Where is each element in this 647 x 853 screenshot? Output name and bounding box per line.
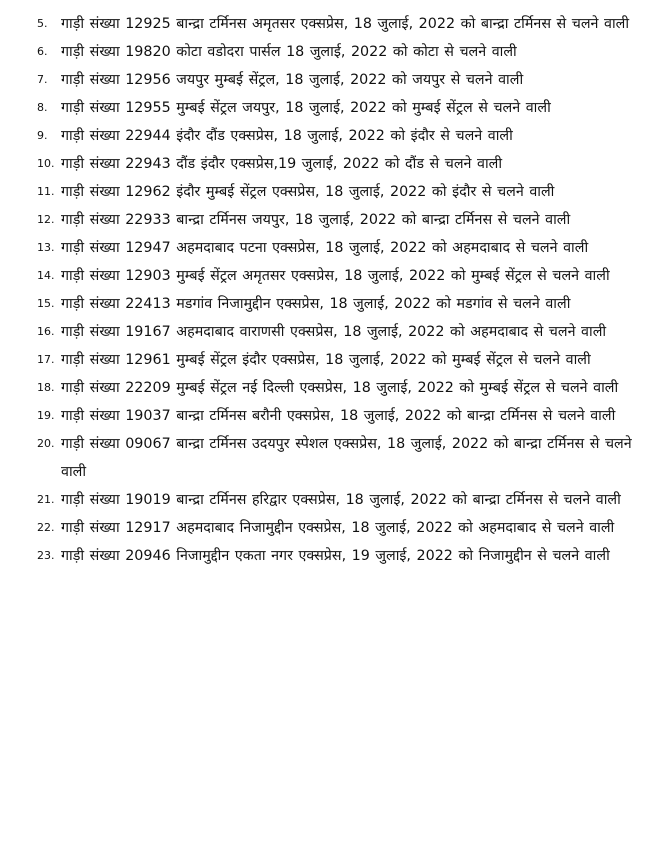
item-text: गाड़ी संख्या 12903 मुम्बई सेंट्रल अमृतसर एक्सप्रेस, 18 जुलाई, 2022 को मुम्बई सेंट्रल से चलने वाली (61, 268, 610, 284)
item-text: गाड़ी संख्या 12947 अहमदाबाद पटना एक्सप्रेस, 18 जुलाई, 2022 को अहमदाबाद से चलने वाली (61, 240, 589, 256)
list-item (0, 178, 647, 206)
item-number: 19. (37, 409, 55, 422)
item-text: गाड़ी संख्या 19019 बान्द्रा टर्मिनस हरिद्वार एक्सप्रेस, 18 जुलाई, 2022 को बान्द्रा टर्मिनस से चलने वाली (61, 492, 621, 508)
item-text: गाड़ी संख्या 09067 बान्द्रा टर्मिनस उदयपुर स्पेशल एक्सप्रेस, 18 जुलाई, 2022 को बान्द्रा टर्मिनस से चलने वाली (61, 436, 632, 480)
list-item (0, 514, 647, 542)
item-number: 5. (37, 17, 48, 30)
list-item (0, 290, 647, 318)
item-number: 9. (37, 129, 48, 142)
item-number: 20. (37, 437, 55, 450)
item-number: 22. (37, 521, 55, 534)
item-text: गाड़ी संख्या 22209 मुम्बई सेंट्रल नई दिल्ली एक्सप्रेस, 18 जुलाई, 2022 को मुम्बई सेंट्रल से चलने वाली (61, 380, 619, 396)
list-item (0, 402, 647, 430)
item-text: गाड़ी संख्या 22943 दौंड इंदौर एक्सप्रेस,19 जुलाई, 2022 को दौंड से चलने वाली (61, 156, 503, 172)
list-item (0, 66, 647, 94)
item-number: 6. (37, 45, 48, 58)
item-text: गाड़ी संख्या 22944 इंदौर दौंड एक्सप्रेस, 18 जुलाई, 2022 को इंदौर से चलने वाली (61, 128, 513, 144)
item-text: गाड़ी संख्या 12925 बान्द्रा टर्मिनस अमृतसर एक्सप्रेस, 18 जुलाई, 2022 को बान्द्रा टर्मिनस से चलने वाली (61, 16, 630, 32)
list-item (0, 234, 647, 262)
list-item (0, 486, 647, 514)
item-text: गाड़ी संख्या 12961 मुम्बई सेंट्रल इंदौर एक्सप्रेस, 18 जुलाई, 2022 को मुम्बई सेंट्रल से चलने वाली (61, 352, 591, 368)
list-item (0, 94, 647, 122)
list-item (0, 206, 647, 234)
list-item (0, 430, 647, 486)
item-number: 17. (37, 353, 55, 366)
item-number: 15. (37, 297, 55, 310)
list-item (0, 346, 647, 374)
item-number: 10. (37, 157, 55, 170)
item-text: गाड़ी संख्या 22413 मडगांव निजामुद्दीन एक्सप्रेस, 18 जुलाई, 2022 को मडगांव से चलने वाली (61, 296, 571, 312)
list-item (0, 38, 647, 66)
item-text: गाड़ी संख्या 19820 कोटा वडोदरा पार्सल 18 जुलाई, 2022 को कोटा से चलने वाली (61, 44, 517, 60)
item-text: गाड़ी संख्या 12917 अहमदाबाद निजामुद्दीन एक्सप्रेस, 18 जुलाई, 2022 को अहमदाबाद से चलने वाली (61, 520, 615, 536)
item-number: 7. (37, 73, 48, 86)
list-item (0, 10, 647, 38)
item-text: गाड़ी संख्या 12962 इंदौर मुम्बई सेंट्रल एक्सप्रेस, 18 जुलाई, 2022 को इंदौर से चलने वाली (61, 184, 555, 200)
list-item (0, 374, 647, 402)
list-item (0, 150, 647, 178)
item-number: 12. (37, 213, 55, 226)
list-item (0, 318, 647, 346)
item-text: गाड़ी संख्या 12955 मुम्बई सेंट्रल जयपुर, 18 जुलाई, 2022 को मुम्बई सेंट्रल से चलने वाली (61, 100, 551, 116)
item-number: 16. (37, 325, 55, 338)
list-item (0, 542, 647, 570)
item-number: 23. (37, 549, 55, 562)
item-text: गाड़ी संख्या 20946 निजामुद्दीन एकता नगर एक्सप्रेस, 19 जुलाई, 2022 को निजामुद्दीन से चलने वाली (61, 548, 610, 564)
list-item (0, 262, 647, 290)
item-number: 14. (37, 269, 55, 282)
cancelled-trains-list (0, 10, 647, 570)
item-number: 21. (37, 493, 55, 506)
item-text: गाड़ी संख्या 22933 बान्द्रा टर्मिनस जयपुर, 18 जुलाई, 2022 को बान्द्रा टर्मिनस से चलने वाली (61, 212, 571, 228)
item-text: गाड़ी संख्या 19167 अहमदाबाद वाराणसी एक्सप्रेस, 18 जुलाई, 2022 को अहमदाबाद से चलने वाली (61, 324, 607, 340)
item-text: गाड़ी संख्या 12956 जयपुर मुम्बई सेंट्रल, 18 जुलाई, 2022 को जयपुर से चलने वाली (61, 72, 524, 88)
item-number: 8. (37, 101, 48, 114)
item-number: 13. (37, 241, 55, 254)
item-number: 18. (37, 381, 55, 394)
item-text: गाड़ी संख्या 19037 बान्द्रा टर्मिनस बरौनी एक्सप्रेस, 18 जुलाई, 2022 को बान्द्रा टर्मिनस से चलने वाली (61, 408, 616, 424)
list-item (0, 122, 647, 150)
item-number: 11. (37, 185, 55, 198)
